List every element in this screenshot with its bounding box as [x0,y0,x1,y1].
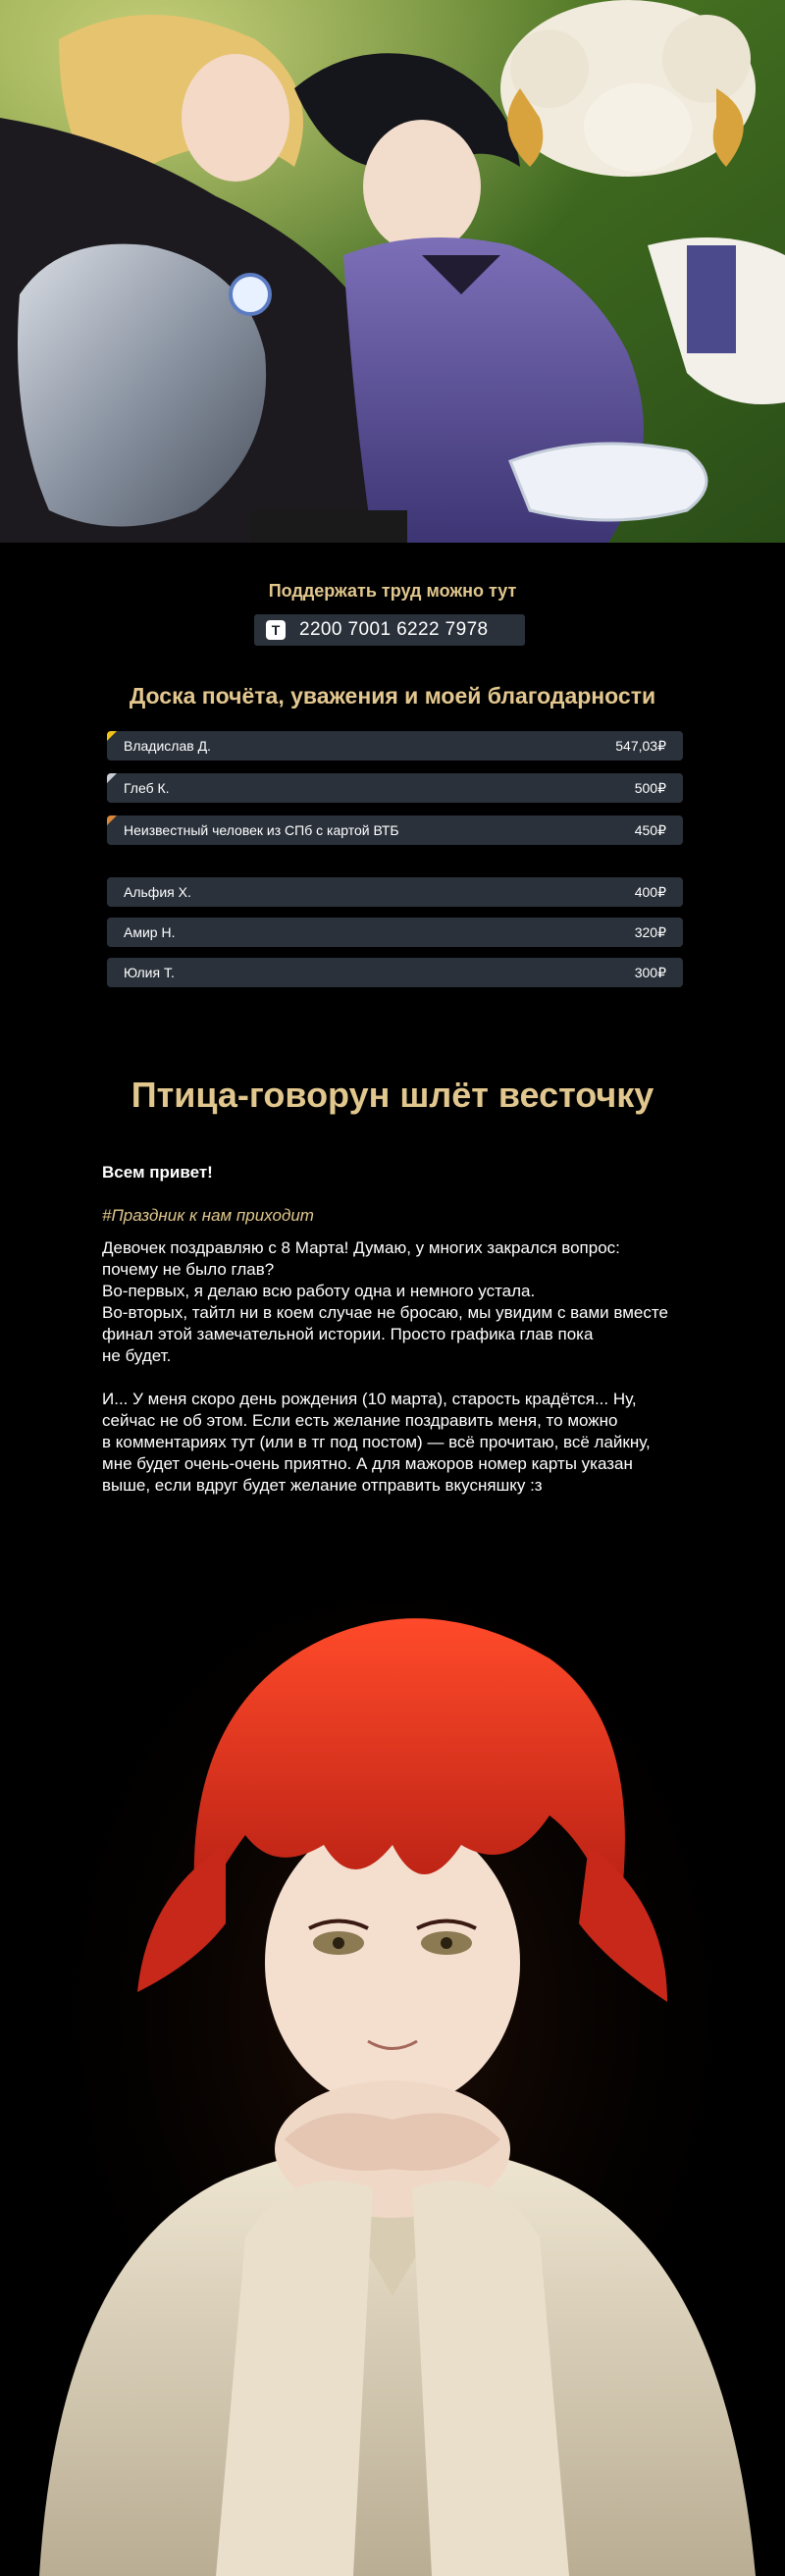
text-line: в комментариях тут (или в тг под постом) — всё прочитаю, всё лайкну, [102,1433,651,1451]
post-greeting: Всем привет! [102,1163,213,1182]
text-line: выше, если вдруг будет желание отправить вкусняшку :з [102,1476,543,1495]
text-line: сейчас не об этом. Если есть желание поздравить меня, то можно [102,1411,618,1430]
text-line: Во-первых, я делаю всю работу одна и немного устала. [102,1282,536,1300]
donor-row-gold [107,731,683,761]
donor-amount: 450₽ [634,822,666,838]
card-number[interactable]: 2200 7001 6222 7978 [299,619,489,640]
donor-amount: 320₽ [634,924,666,940]
donor-amount: 400₽ [634,884,666,900]
card-number-box[interactable] [254,614,525,646]
donor-row [107,958,683,987]
donor-name: Амир Н. [124,924,176,940]
donor-amount: 300₽ [634,965,666,980]
donor-amount: 547,03₽ [615,738,666,754]
donor-row-silver [107,773,683,803]
post-title: Птица-говорун шлёт весточку [131,1075,654,1115]
text-line: почему не было глав? [102,1260,275,1279]
bronze-medal-icon [107,815,117,825]
portrait-illustration-icon [0,1551,785,2576]
gold-medal-icon [107,731,117,741]
donor-name: Владислав Д. [124,738,211,754]
text-line: мне будет очень-очень приятно. А для мажоров номер карты указан [102,1454,633,1473]
donor-name: Альфия Х. [124,884,191,900]
text-line: И... У меня скоро день рождения (10 марта), старость крадётся... Ну, [102,1390,637,1408]
text-line: Девочек поздравляю с 8 Марта! Думаю, у многих закрался вопрос: [102,1238,620,1257]
text-line: финал этой замечательной истории. Просто графика глав пока [102,1325,594,1343]
donor-name: Юлия Т. [124,965,175,980]
hero-illustration-icon [0,0,785,543]
portrait-illustration [0,1551,785,2576]
post-paragraph-1 [102,1237,710,1367]
silver-medal-icon [107,773,117,783]
text-line: не будет. [102,1346,172,1365]
post-hashtag[interactable]: #Праздник к нам приходит [102,1206,314,1225]
donor-amount: 500₽ [634,780,666,796]
support-label: Поддержать труд можно тут [268,581,517,601]
donor-name: Неизвестный человек из СПб с картой ВТБ [124,822,399,838]
honor-board-title: Доска почёта, уважения и моей благодарности [129,683,656,709]
donor-name: Глеб К. [124,780,170,796]
post-paragraph-2 [102,1389,710,1497]
hero-illustration [0,0,785,543]
text-line: Во-вторых, тайтл ни в коем случае не бросаю, мы увидим с вами вместе [102,1303,668,1322]
bank-logo-icon: T [266,620,286,640]
donor-row [107,918,683,947]
donor-row [107,877,683,907]
donor-row-bronze [107,815,683,845]
